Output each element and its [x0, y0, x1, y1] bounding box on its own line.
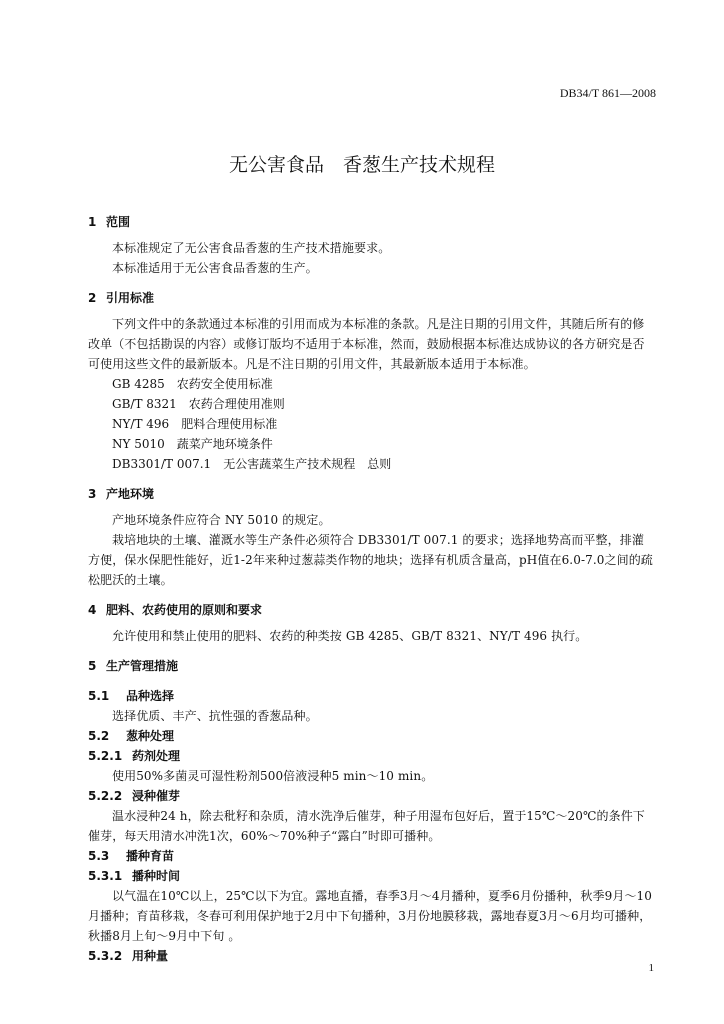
- subsection-5-2-heading: [88, 726, 656, 746]
- section-number: 5: [88, 659, 97, 673]
- paragraph: 选择优质、丰产、抗性强的香葱品种。: [112, 709, 318, 723]
- paragraph: 允许使用和禁止使用的肥料、农药的种类按 GB 4285、GB/T 8321、NY/T 496 执行。: [112, 629, 588, 643]
- subsection-5-3-heading: [88, 846, 656, 866]
- reference-item: GB/T 8321 农药合理使用准则: [112, 397, 285, 411]
- reference-item: NY/T 496 肥料合理使用标准: [112, 417, 278, 431]
- subsection-5-1-heading: [88, 686, 656, 706]
- section-number: 2: [88, 291, 97, 305]
- subsection-title: 品种选择: [126, 689, 175, 703]
- reference-item: GB 4285 农药安全使用标准: [112, 377, 273, 391]
- subsection-number: 5.2.1: [88, 749, 123, 763]
- paragraph: 使用50%多菌灵可湿性粉剂500倍液浸种5 min～10 min。: [112, 769, 434, 783]
- section-3-heading: [88, 484, 656, 504]
- section-2-heading: [88, 288, 656, 308]
- subsection-5-2-2-heading: [88, 786, 656, 806]
- paragraph: 本标准规定了无公害食品香葱的生产技术措施要求。: [112, 241, 391, 255]
- subsection-title: 浸种催芽: [132, 789, 181, 803]
- subsection-number: 5.3.1: [88, 869, 123, 883]
- paragraph: 以气温在10℃以上，25℃以下为宜。露地直播，春季3月～4月播种，夏季6月份播种，秋季9月～10月播种；育苗移栽，冬春可利用保护地于2月中下旬播种，3月份地膜移栽，露地春夏3月～6月均可播种，秋播8月上旬～9月中下旬 。: [88, 889, 652, 943]
- section-1-heading: [88, 212, 656, 232]
- subsection-title: 用种量: [132, 949, 169, 963]
- subsection-title: 葱种处理: [126, 729, 175, 743]
- section-number: 1: [88, 215, 97, 229]
- page-number: 1: [648, 962, 654, 974]
- paragraph: 本标准适用于无公害食品香葱的生产。: [112, 261, 318, 275]
- section-title: 生产管理措施: [106, 659, 179, 673]
- subsection-5-2-1-heading: [88, 746, 656, 766]
- standard-code: DB34/T 861—2008: [559, 86, 656, 100]
- subsection-5-3-2-heading: [88, 946, 656, 966]
- subsection-title: 药剂处理: [132, 749, 181, 763]
- paragraph: 产地环境条件应符合 NY 5010 的规定。: [112, 513, 331, 527]
- paragraph: 栽培地块的土壤、灌溉水等生产条件必须符合 DB3301/T 007.1 的要求；选择地势高而平整，排灌方便，保水保肥性能好，近1-2年来种过葱蒜类作物的地块；选择有机质含量高，pH值在6.0-7.0之间的疏松肥沃的土壤。: [88, 533, 653, 587]
- document-title: 无公害食品 香葱生产技术规程: [228, 154, 495, 176]
- section-number: 4: [88, 603, 97, 617]
- subsection-number: 5.2.2: [88, 789, 123, 803]
- reference-item: DB3301/T 007.1 无公害蔬菜生产技术规程 总则: [112, 457, 392, 471]
- subsection-number: 5.2: [88, 729, 110, 743]
- subsection-number: 5.3.2: [88, 949, 123, 963]
- subsection-title: 播种育苗: [126, 849, 175, 863]
- reference-item: NY 5010 蔬菜产地环境条件: [112, 437, 273, 451]
- section-title: 范围: [106, 215, 131, 229]
- section-title: 产地环境: [106, 487, 155, 501]
- section-5-heading: [88, 656, 656, 676]
- document-body: [88, 212, 656, 966]
- subsection-number: 5.3: [88, 849, 110, 863]
- paragraph: 下列文件中的条款通过本标准的引用而成为本标准的条款。凡是注日期的引用文件，其随后所有的修改单（不包括勘误的内容）或修订版均不适用于本标准，然而，鼓励根据本标准达成协议的各方研究是否可使用这些文件的最新版本。凡是不注日期的引用文件，其最新版本适用于本标准。: [88, 317, 645, 371]
- subsection-5-3-1-heading: [88, 866, 656, 886]
- subsection-title: 播种时间: [132, 869, 181, 883]
- section-4-heading: [88, 600, 656, 620]
- subsection-number: 5.1: [88, 689, 110, 703]
- section-title: 肥料、农药使用的原则和要求: [106, 603, 263, 617]
- paragraph: 温水浸种24 h，除去秕籽和杂质，清水洗净后催芽，种子用湿布包好后，置于15℃～20℃的条件下催芽，每天用清水冲洗1次，60%～70%种子“露白”时即可播种。: [88, 809, 645, 843]
- section-title: 引用标准: [106, 291, 155, 305]
- section-number: 3: [88, 487, 97, 501]
